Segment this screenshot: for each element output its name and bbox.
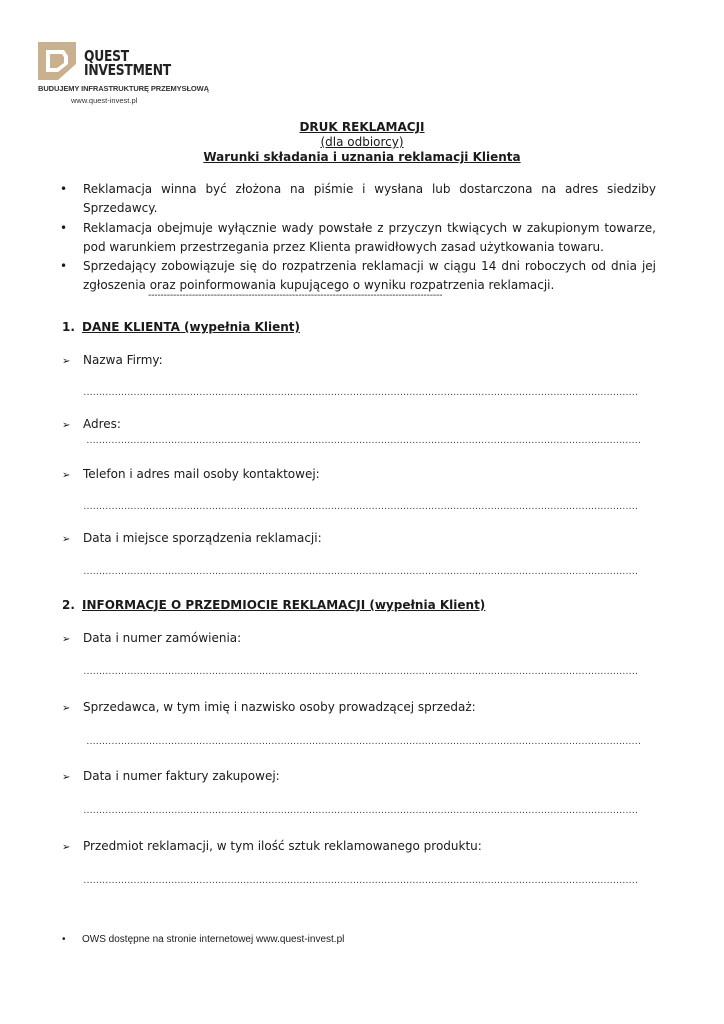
company-logo bbox=[38, 40, 209, 112]
section-number: 2. bbox=[62, 598, 75, 612]
logo-wordmark bbox=[84, 49, 171, 77]
field-invoice-label bbox=[62, 769, 280, 783]
bullet-icon: • bbox=[62, 934, 66, 945]
condition-item bbox=[60, 180, 656, 219]
field-subject-line[interactable]: …………………………………………………………………………………………………………………………………………………………… bbox=[83, 875, 638, 886]
field-company-name-label bbox=[62, 353, 163, 367]
section-title-text: DANE KLIENTA (wypełnia Klient) bbox=[82, 320, 300, 334]
bullet-icon: • bbox=[60, 259, 68, 274]
field-seller-label bbox=[62, 700, 476, 714]
arrow-bullet-icon: ➢ bbox=[62, 420, 71, 431]
field-contact-label bbox=[62, 467, 320, 481]
title-conditions: Warunki składania i uznania reklamacji Klienta bbox=[203, 150, 521, 164]
section-claim-info-title bbox=[62, 598, 485, 612]
condition-text: Reklamacja winna być złożona na piśmie i wysłana lub dostarczona na adres siedziby Sprzedawcy. bbox=[83, 182, 656, 216]
bullet-icon: • bbox=[60, 220, 68, 235]
arrow-bullet-icon: ➢ bbox=[62, 534, 71, 545]
logo-tagline: BUDUJEMY INFRASTRUKTURĘ PRZEMYSŁOWĄ bbox=[38, 84, 209, 93]
document-title bbox=[0, 120, 724, 165]
logo-name-line1: QUEST bbox=[84, 47, 129, 65]
arrow-bullet-icon: ➢ bbox=[62, 356, 71, 367]
condition-text: Sprzedający zobowiązuje się do rozpatrzenia reklamacji w ciągu 14 dni roboczych od dnia jej zgłoszenia oraz poinformowania kupującego o wyniku rozpatrzenia reklamacji. bbox=[83, 259, 656, 293]
field-label-text: Data i numer zamówienia: bbox=[83, 631, 242, 645]
field-address-line[interactable]: …………………………………………………………………………………………………………………………………………………………… bbox=[86, 435, 641, 446]
logo-url: www.quest-invest.pl bbox=[71, 96, 138, 105]
quest-logo-mark bbox=[38, 42, 76, 80]
field-order-label bbox=[62, 631, 241, 645]
footer-text: OWS dostępne na stronie internetowej www.quest-invest.pl bbox=[82, 934, 345, 945]
bullet-icon: • bbox=[60, 182, 68, 196]
arrow-bullet-icon: ➢ bbox=[62, 703, 71, 714]
field-company-name-line[interactable]: …………………………………………………………………………………………………………………………………………………………… bbox=[83, 387, 638, 398]
field-contact-line[interactable]: …………………………………………………………………………………………………………………………………………………………… bbox=[83, 501, 638, 512]
condition-text: Reklamacja obejmuje wyłącznie wady powstałe z przyczyn tkwiących w zakupionym towarze, pod warunkiem przestrzegania przez Klienta prawidłowych zasad użytkowania towaru. bbox=[83, 220, 656, 254]
field-date-place-line[interactable]: …………………………………………………………………………………………………………………………………………………………… bbox=[83, 566, 638, 577]
title-main: DRUK REKLAMACJI bbox=[299, 120, 425, 134]
arrow-bullet-icon: ➢ bbox=[62, 470, 71, 481]
conditions-list bbox=[60, 180, 656, 296]
field-order-line[interactable]: …………………………………………………………………………………………………………………………………………………………… bbox=[83, 666, 638, 677]
field-address-label bbox=[62, 417, 121, 431]
arrow-bullet-icon: ➢ bbox=[62, 842, 71, 853]
field-seller-line[interactable]: …………………………………………………………………………………………………………………………………………………………… bbox=[86, 736, 641, 747]
field-label-text: Sprzedawca, w tym imię i nazwisko osoby prowadzącej sprzedaż: bbox=[83, 700, 476, 714]
condition-item bbox=[60, 219, 656, 258]
field-invoice-line[interactable]: …………………………………………………………………………………………………………………………………………………………… bbox=[83, 805, 638, 816]
title-subtitle: (dla odbiorcy) bbox=[320, 135, 404, 149]
field-subject-label bbox=[62, 839, 482, 853]
section-title-text: INFORMACJE O PRZEDMIOCIE REKLAMACJI (wypełnia Klient) bbox=[82, 598, 486, 612]
field-label-text: Przedmiot reklamacji, w tym ilość sztuk reklamowanego produktu: bbox=[83, 839, 482, 853]
section-number: 1. bbox=[62, 320, 75, 334]
arrow-bullet-icon: ➢ bbox=[62, 634, 71, 645]
field-label-text: Data i miejsce sporządzenia reklamacji: bbox=[83, 531, 322, 545]
arrow-bullet-icon: ➢ bbox=[62, 772, 71, 783]
field-label-text: Data i numer faktury zakupowej: bbox=[83, 769, 280, 783]
field-label-text: Telefon i adres mail osoby kontaktowej: bbox=[83, 467, 320, 481]
field-label-text: Adres: bbox=[83, 417, 121, 431]
footer-note bbox=[62, 934, 344, 945]
logo-name-line2: INVESTMENT bbox=[84, 61, 171, 79]
section-client-data-title bbox=[62, 320, 300, 334]
field-date-place-label bbox=[62, 531, 322, 545]
separator-line: ---------------------------------------------------------------------------------------------- bbox=[148, 290, 443, 301]
field-label-text: Nazwa Firmy: bbox=[83, 353, 163, 367]
